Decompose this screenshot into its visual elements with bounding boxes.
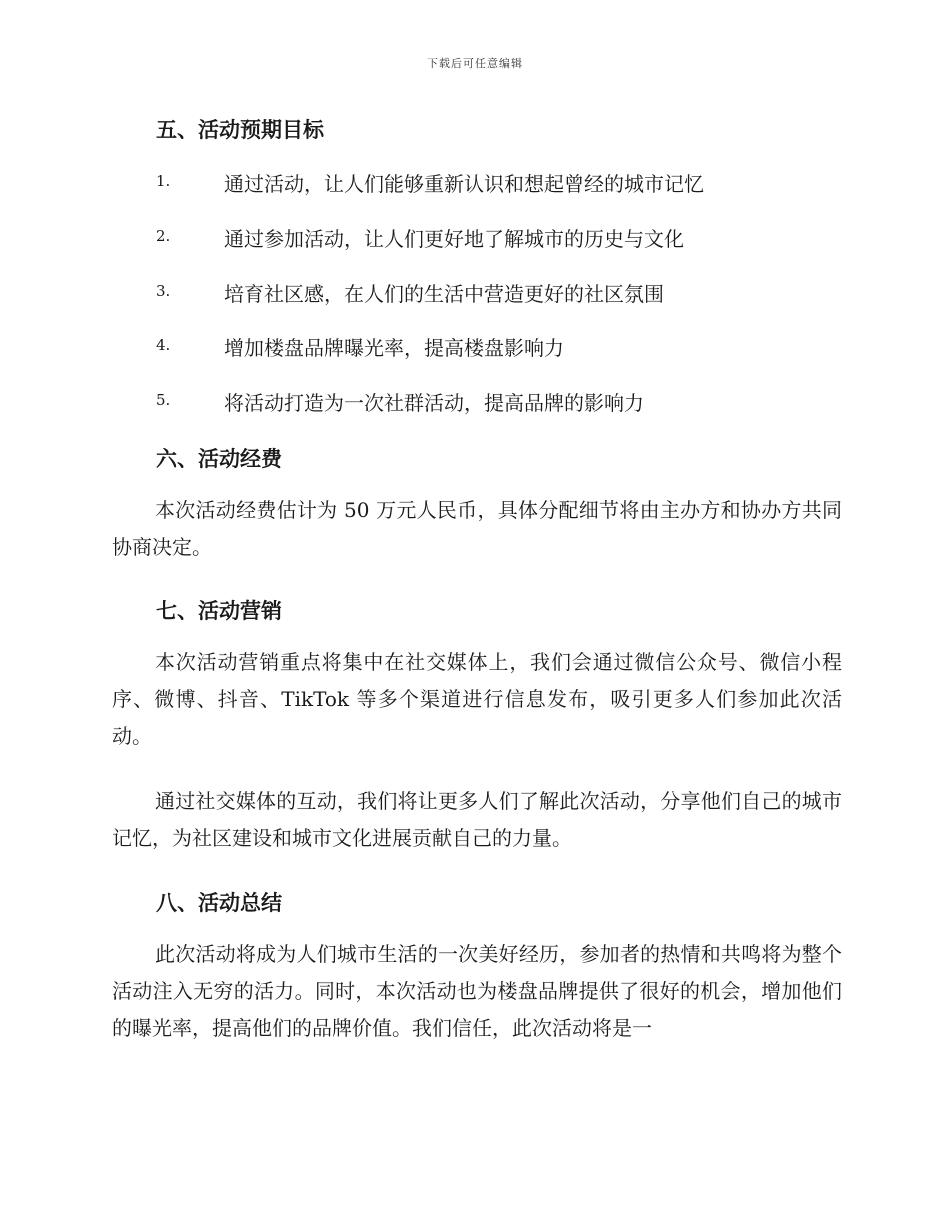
section-heading-budget: 六、活动经费	[156, 446, 282, 471]
marketing-paragraph-1: 本次活动营销重点将集中在社交媒体上，我们会通过微信公众号、微信小程序、微博、抖音、TikTok 等多个渠道进行信息发布，吸引更多人们参加此次活动。	[112, 650, 842, 748]
section-heading-summary: 八、活动总结	[156, 890, 282, 915]
list-number: 4.	[156, 336, 171, 354]
section-heading-goals: 五、活动预期目标	[156, 117, 324, 142]
budget-paragraph: 本次活动经费估计为 50 万元人民币，具体分配细节将由主办方和协办方共同协商决定。	[112, 498, 842, 559]
summary-paragraph: 此次活动将成为人们城市生活的一次美好经历，参加者的热情和共鸣将为整个活动注入无穷的活力。同时，本次活动也为楼盘品牌提供了很好的机会，增加他们的曝光率，提高他们的品牌价值。我们信任，此次活动将是一	[112, 942, 842, 1040]
list-text: 通过活动，让人们能够重新认识和想起曾经的城市记忆	[224, 172, 704, 196]
list-number: 5.	[156, 391, 171, 409]
list-item	[156, 387, 856, 417]
list-number: 1.	[156, 172, 171, 190]
list-text: 将活动打造为一次社群活动，提高品牌的影响力	[224, 391, 644, 415]
list-text: 通过参加活动，让人们更好地了解城市的历史与文化	[224, 227, 684, 251]
section-heading-marketing: 七、活动营销	[156, 598, 282, 623]
list-item	[156, 223, 856, 253]
list-number: 3.	[156, 282, 171, 300]
marketing-paragraph-2: 通过社交媒体的互动，我们将让更多人们了解此次活动，分享他们自己的城市记忆，为社区建设和城市文化进展贡献自己的力量。	[112, 789, 842, 850]
list-text: 增加楼盘品牌曝光率，提高楼盘影响力	[224, 336, 564, 360]
list-item	[156, 332, 856, 362]
list-text: 培育社区感，在人们的生活中营造更好的社区氛围	[224, 282, 664, 306]
list-item	[156, 168, 856, 198]
list-number: 2.	[156, 227, 171, 245]
list-item	[156, 278, 856, 308]
page-header: 下载后可任意编辑	[427, 57, 523, 70]
